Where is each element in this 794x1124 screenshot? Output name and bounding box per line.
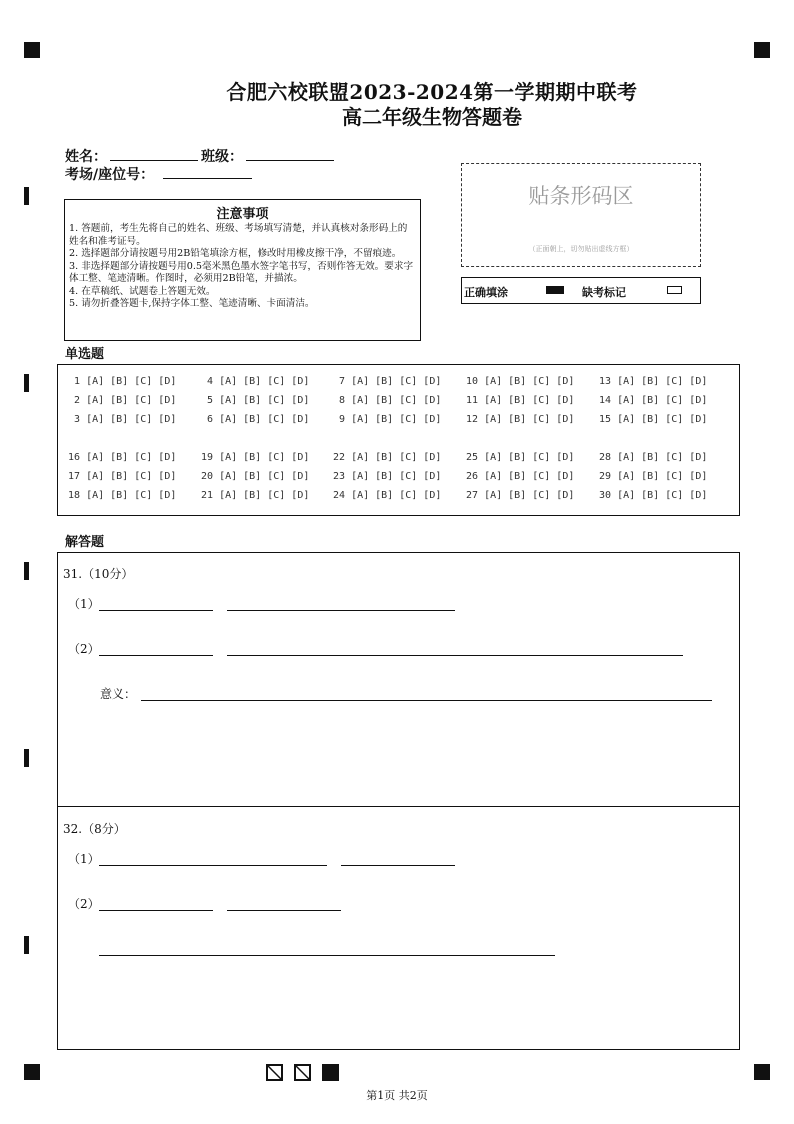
mcq-question-number: 17 (68, 471, 87, 482)
q31-part1-label: （1） (68, 597, 100, 611)
page-code-box-filled (322, 1064, 339, 1081)
mcq-question-number: 5 (201, 395, 220, 406)
mcq-item (466, 452, 574, 463)
mcq-options[interactable]: [A] [B] [C] [D] (351, 376, 442, 387)
mcq-options[interactable]: [A] [B] [C] [D] (351, 414, 442, 425)
barcode-area (461, 163, 701, 267)
mcq-question-number: 8 (333, 395, 352, 406)
mcq-item (333, 395, 441, 406)
q32-part1-blank-b[interactable] (341, 865, 455, 866)
mcq-item (201, 490, 309, 501)
mcq-question-number: 10 (466, 376, 485, 387)
mcq-options[interactable]: [A] [B] [C] [D] (617, 395, 708, 406)
mcq-options[interactable]: [A] [B] [C] [D] (219, 452, 310, 463)
mcq-question-number: 9 (333, 414, 352, 425)
mcq-question-number: 14 (599, 395, 618, 406)
mcq-question-number: 19 (201, 452, 220, 463)
class-field[interactable] (246, 160, 334, 161)
mcq-item (68, 471, 176, 482)
mcq-item (68, 376, 176, 387)
mcq-question-number: 29 (599, 471, 618, 482)
mcq-options[interactable]: [A] [B] [C] [D] (617, 414, 708, 425)
mcq-item (201, 414, 309, 425)
mcq-question-number: 4 (201, 376, 220, 387)
mcq-question-number: 13 (599, 376, 618, 387)
notice-line: 2. 选择题部分请按题号用2B铅笔填涂方框，修改时用橡皮擦干净，不留痕迹。 (69, 248, 402, 259)
mcq-item (599, 395, 707, 406)
question-32-label: 32.（8分） (63, 822, 126, 836)
mcq-options[interactable]: [A] [B] [C] [D] (484, 452, 575, 463)
mcq-options[interactable]: [A] [B] [C] [D] (219, 376, 310, 387)
timing-mark (24, 749, 29, 767)
notice-body (65, 223, 420, 311)
mcq-item (333, 414, 441, 425)
q32-part2-blank-c[interactable] (99, 955, 555, 956)
q31-part2-blank-a[interactable] (99, 655, 213, 656)
mcq-question-number: 2 (68, 395, 87, 406)
mcq-item (466, 490, 574, 501)
mcq-question-number: 15 (599, 414, 618, 425)
mcq-options[interactable]: [A] [B] [C] [D] (351, 490, 442, 501)
mcq-item (68, 395, 176, 406)
mcq-question-number: 25 (466, 452, 485, 463)
q31-meaning-blank[interactable] (141, 700, 712, 701)
mcq-item (68, 414, 176, 425)
notice-line: 3. 非选择题部分请按题号用0.5毫米黑色墨水签字笔书写，否则作答无效。要求字体工整、笔迹清晰。作图时，必须用2B铅笔，并描浓。 (69, 260, 414, 284)
corner-mark-bottom-left (24, 1064, 40, 1080)
mcq-item (599, 471, 707, 482)
mcq-options[interactable]: [A] [B] [C] [D] (351, 471, 442, 482)
mcq-options[interactable]: [A] [B] [C] [D] (484, 395, 575, 406)
mcq-options[interactable]: [A] [B] [C] [D] (219, 414, 310, 425)
mcq-options[interactable]: [A] [B] [C] [D] (86, 414, 177, 425)
barcode-note: （正面朝上，切勿贴出虚线方框） (528, 245, 634, 253)
mcq-options[interactable]: [A] [B] [C] [D] (351, 395, 442, 406)
barcode-title: 贴条形码区 (528, 184, 634, 208)
corner-mark-top-left (24, 42, 40, 58)
mcq-item (68, 452, 176, 463)
q32-part2-blank-a[interactable] (99, 910, 213, 911)
seat-field[interactable] (163, 178, 252, 179)
mcq-options[interactable]: [A] [B] [C] [D] (86, 452, 177, 463)
seat-label: 考场/座位号： (65, 167, 155, 183)
mcq-options[interactable]: [A] [B] [C] [D] (617, 376, 708, 387)
mcq-options[interactable]: [A] [B] [C] [D] (484, 414, 575, 425)
mcq-options[interactable]: [A] [B] [C] [D] (351, 452, 442, 463)
name-label: 姓名： (65, 149, 107, 165)
notice-line: 5. 请勿折叠答题卡,保持字体工整、笔迹清晰、卡面清洁。 (69, 298, 315, 309)
corner-mark-bottom-right (754, 1064, 770, 1080)
exam-title: 合肥六校联盟2023-2024第一学期期中联考 (226, 80, 638, 104)
mcq-item (333, 490, 441, 501)
q32-part1-blank-a[interactable] (99, 865, 327, 866)
mcq-item (466, 414, 574, 425)
mcq-question-number: 11 (466, 395, 485, 406)
mcq-item (333, 471, 441, 482)
correct-fill-sample (546, 286, 564, 294)
timing-mark (24, 562, 29, 580)
page-code-box-hatched (266, 1064, 283, 1081)
mcq-item (333, 376, 441, 387)
mcq-question-number: 27 (466, 490, 485, 501)
question-32-box (57, 806, 740, 1050)
notice-title: 注意事项 (216, 207, 269, 222)
q32-part2-label: （2） (68, 897, 100, 911)
mcq-options[interactable]: [A] [B] [C] [D] (86, 471, 177, 482)
mcq-question-number: 30 (599, 490, 618, 501)
mcq-question-number: 22 (333, 452, 352, 463)
mcq-question-number: 23 (333, 471, 352, 482)
mcq-options[interactable]: [A] [B] [C] [D] (617, 471, 708, 482)
mcq-question-number: 26 (466, 471, 485, 482)
timing-mark (24, 187, 29, 205)
q31-part1-blank-a[interactable] (99, 610, 213, 611)
q32-part1-label: （1） (68, 852, 100, 866)
mcq-item (466, 471, 574, 482)
q31-part2-blank-b[interactable] (227, 655, 683, 656)
hatch-icon (296, 1066, 309, 1079)
hatch-icon (268, 1066, 281, 1079)
mcq-options[interactable]: [A] [B] [C] [D] (484, 490, 575, 501)
mcq-question-number: 7 (333, 376, 352, 387)
mcq-section-title: 单选题 (65, 347, 105, 362)
absent-mark-label: 缺考标记 (582, 286, 626, 299)
mcq-options[interactable]: [A] [B] [C] [D] (617, 490, 708, 501)
answer-section-title: 解答题 (65, 535, 105, 550)
mcq-options[interactable]: [A] [B] [C] [D] (86, 395, 177, 406)
mcq-question-number: 28 (599, 452, 618, 463)
mcq-item (201, 471, 309, 482)
mcq-options[interactable]: [A] [B] [C] [D] (219, 490, 310, 501)
timing-mark (24, 936, 29, 954)
mcq-options[interactable]: [A] [B] [C] [D] (484, 471, 575, 482)
mcq-options[interactable]: [A] [B] [C] [D] (86, 490, 177, 501)
mcq-item (599, 452, 707, 463)
mcq-item (201, 395, 309, 406)
mcq-options[interactable]: [A] [B] [C] [D] (219, 471, 310, 482)
fill-legend (461, 277, 701, 304)
correct-fill-label: 正确填涂 (464, 286, 508, 299)
notice-box (64, 199, 421, 341)
timing-mark (24, 374, 29, 392)
mcq-options[interactable]: [A] [B] [C] [D] (617, 452, 708, 463)
mcq-options[interactable]: [A] [B] [C] [D] (219, 395, 310, 406)
absent-mark-checkbox[interactable] (667, 286, 682, 294)
corner-mark-top-right (754, 42, 770, 58)
mcq-item (466, 376, 574, 387)
q31-part1-blank-b[interactable] (227, 610, 455, 611)
q31-meaning-label: 意义： (100, 687, 137, 701)
page-number: 第1页 共2页 (366, 1089, 428, 1102)
mcq-question-number: 21 (201, 490, 220, 501)
mcq-question-number: 3 (68, 414, 87, 425)
mcq-item (466, 395, 574, 406)
question-31-box (57, 552, 740, 807)
notice-line: 4. 在草稿纸、试题卷上答题无效。 (69, 285, 216, 297)
mcq-question-number: 18 (68, 490, 87, 501)
question-31-label: 31.（10分） (63, 567, 134, 581)
mcq-item (201, 452, 309, 463)
mcq-question-number: 20 (201, 471, 220, 482)
mcq-options[interactable]: [A] [B] [C] [D] (484, 376, 575, 387)
mcq-item (201, 376, 309, 387)
q32-part2-blank-b[interactable] (227, 910, 341, 911)
mcq-answer-grid (57, 364, 740, 516)
mcq-options[interactable]: [A] [B] [C] [D] (86, 376, 177, 387)
mcq-question-number: 6 (201, 414, 220, 425)
exam-subtitle: 高二年级生物答题卷 (342, 105, 522, 129)
mcq-item (599, 414, 707, 425)
mcq-item (333, 452, 441, 463)
mcq-item (599, 490, 707, 501)
q31-part2-label: （2） (68, 642, 100, 656)
page-code-box-hatched (294, 1064, 311, 1081)
mcq-item (599, 376, 707, 387)
mcq-question-number: 16 (68, 452, 87, 463)
mcq-question-number: 12 (466, 414, 485, 425)
mcq-item (68, 490, 176, 501)
mcq-question-number: 24 (333, 490, 352, 501)
class-label: 班级： (201, 149, 243, 165)
name-field[interactable] (110, 160, 198, 161)
mcq-question-number: 1 (68, 376, 87, 387)
notice-line: 1. 答题前，考生先将自己的姓名、班级、考场填写清楚，并认真核对条形码上的姓名和准考证号。 (69, 223, 408, 247)
